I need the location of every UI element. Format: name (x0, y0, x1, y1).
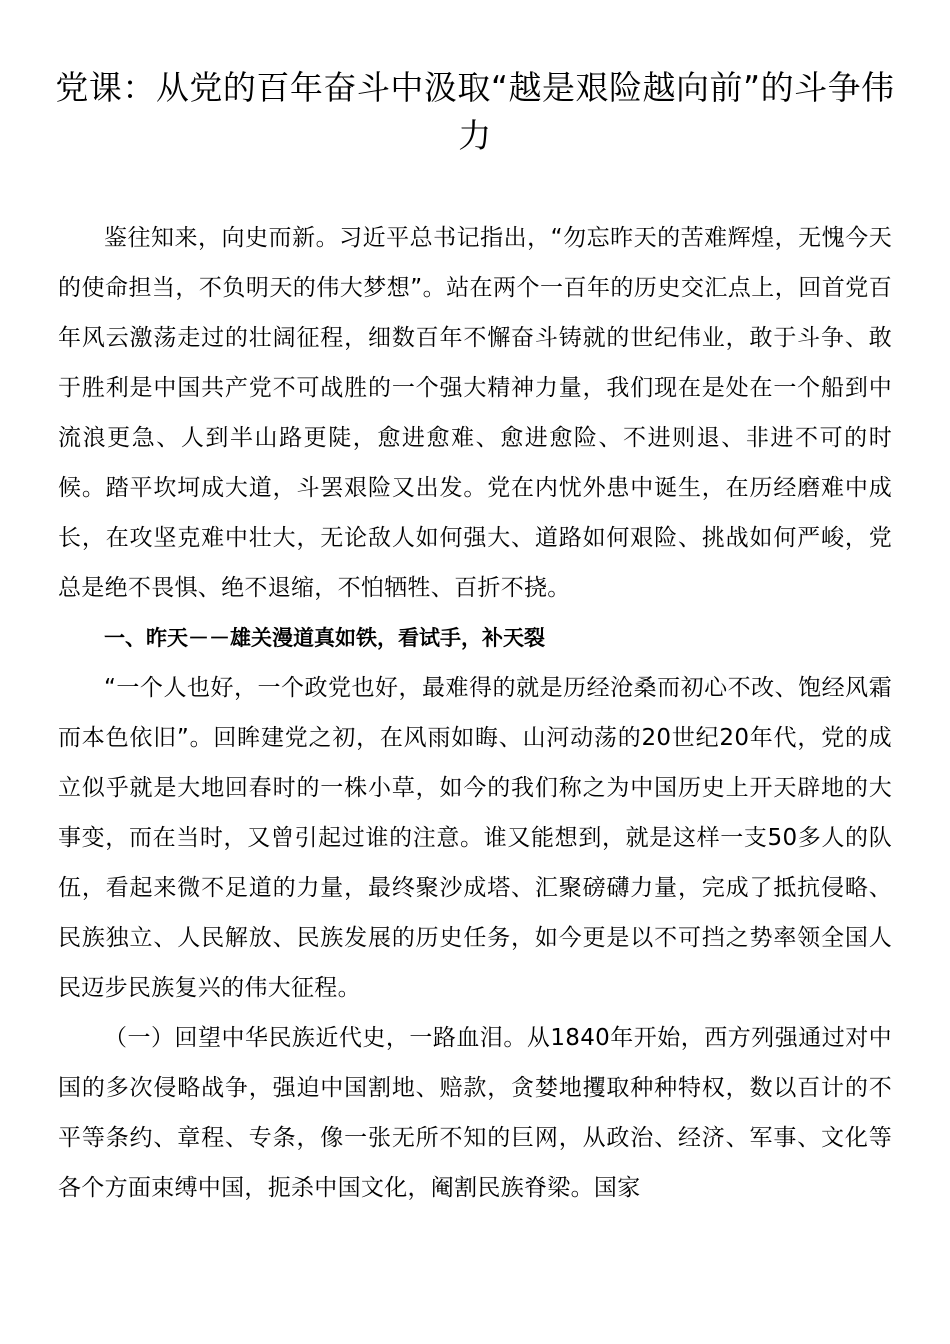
section-heading-1: 一、昨天－－雄关漫道真如铁，看试手，补天裂 (104, 626, 545, 650)
paragraph-section-1: “一个人也好，一个政党也好，最难得的就是历经沧桑而初心不改、饱经风霜而本色依旧”。回眸建党之初，在风雨如晦、山河动荡的20世纪20年代，党的成立似乎就是大地回春时的一株小草，如今的我们称之为中国历史上开天辟地的大事变，而在当时，又曾引起过谁的注意。谁又能想到，就是这样一支50多人的队伍，看起来微不足道的力量，最终聚沙成塔、汇聚磅礴力量，完成了抵抗侵略、民族独立、人民解放、民族发展的历史任务，如今更是以不可挡之势率领全国人民迈步民族复兴的伟大征程。 (58, 675, 892, 1001)
paragraph-subsection-1: （一）回望中华民族近代史，一路血泪。从1840年开始，西方列强通过对中国的多次侵略战争，强迫中国割地、赔款，贪婪地攫取种种特权，数以百计的不平等条约、章程、专条，像一张无所不知的巨网，从政治、经济、军事、文化等各个方面束缚中国，扼杀中国文化，阉割民族脊梁。国家 (58, 1025, 892, 1201)
document-title: 党课：从党的百年奋斗中汲取“越是艰险越向前”的斗争伟力 (55, 68, 895, 155)
paragraph-intro: 鉴往知来，向史而新。习近平总书记指出，“勿忘昨天的苦难辉煌，无愧今天的使命担当，不负明天的伟大梦想”。站在两个一百年的历史交汇点上，回首党百年风云激荡走过的壮阔征程，细数百年不懈奋斗铸就的世纪伟业，敢于斗争、敢于胜利是中国共产党不可战胜的一个强大精神力量，我们现在是处在一个船到中流浪更急、人到半山路更陡，愈进愈难、愈进愈险、不进则退、非进不可的时候。踏平坎坷成大道，斗罢艰险又出发。党在内忧外患中诞生，在历经磨难中成长，在攻坚克难中壮大，无论敌人如何强大、道路如何艰险、挑战如何严峻，党总是绝不畏惧、绝不退缩，不怕牺牲、百折不挠。 (58, 225, 892, 601)
document-body (58, 213, 892, 1213)
